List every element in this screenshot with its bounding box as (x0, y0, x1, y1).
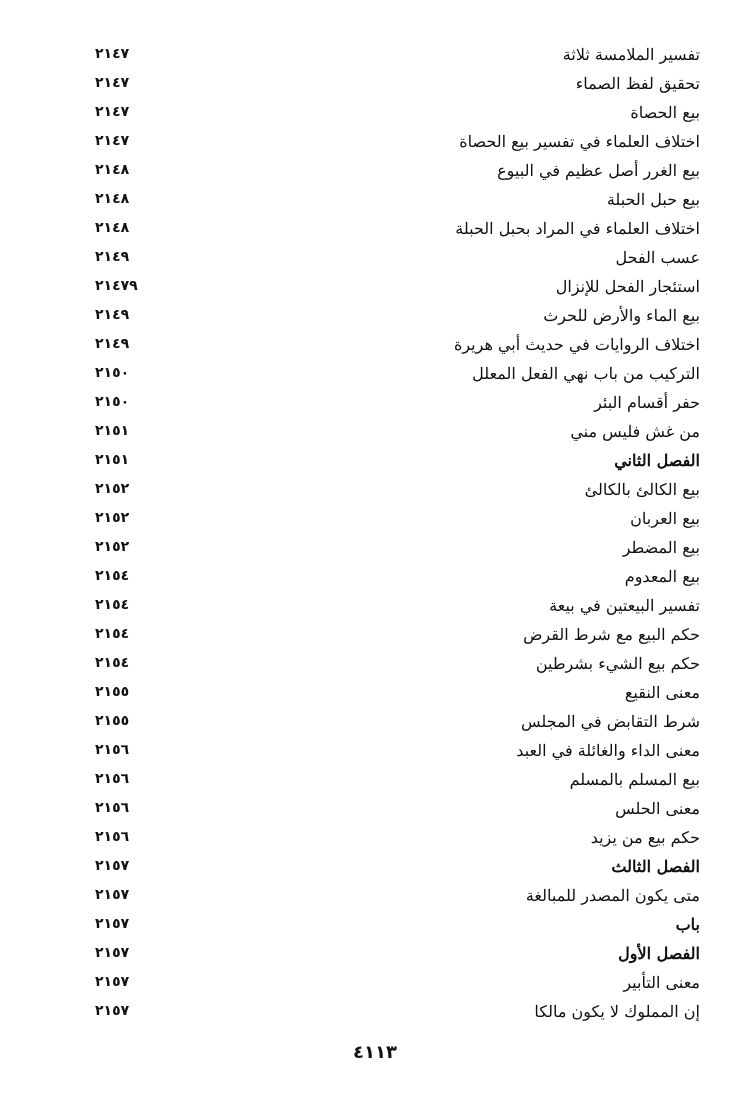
toc-entry-page: ٢١٥٥ (95, 713, 130, 729)
toc-entry (95, 736, 700, 765)
toc-entry (95, 185, 700, 214)
toc-entry (95, 359, 700, 388)
toc-entry (95, 968, 700, 997)
toc-entry (95, 997, 700, 1026)
toc-entry-title: من غش فليس مني (570, 422, 700, 441)
toc-entry (95, 98, 700, 127)
toc-entry-title: عسب الفحل (615, 248, 700, 267)
toc-entry-page: ٢١٥٧ (95, 858, 130, 874)
page-number: ٤١١٣ (353, 1042, 397, 1063)
toc-entry-title: اختلاف الروايات في حديث أبي هريرة (453, 335, 700, 354)
toc-entry (95, 910, 700, 939)
toc-section-heading: الفصل الثالث (611, 857, 700, 876)
toc-entry-title: اختلاف العلماء في المراد بحبل الحبلة (455, 219, 700, 238)
toc-entry (95, 939, 700, 968)
toc-entry-title: بيع العربان (630, 509, 700, 528)
toc-entry-title: حكم بيع من يزيد (590, 828, 700, 847)
toc-entry-page: ٢١٥٤ (95, 655, 130, 671)
toc-entry-title: معنى النقيع (624, 683, 700, 702)
toc-entry-page: ٢١٤٩ (95, 336, 130, 352)
toc-entry-page: ٢١٤٧ (95, 133, 130, 149)
toc-entry-title: تفسير الملامسة ثلاثة (562, 45, 700, 64)
toc-entry (95, 417, 700, 446)
toc-entry-page: ٢١٥٧ (95, 945, 130, 961)
toc-entry-page: ٢١٥٦ (95, 771, 130, 787)
toc-entry-page: ٢١٥٠ (95, 365, 130, 381)
toc-entry-page: ٢١٥٥ (95, 684, 130, 700)
toc-entry (95, 243, 700, 272)
toc-section-heading: باب (675, 915, 700, 934)
toc-entry-page: ٢١٥٧ (95, 1003, 130, 1019)
toc-entry (95, 156, 700, 185)
toc-entry (95, 794, 700, 823)
toc-entry (95, 533, 700, 562)
toc-entry-page: ٢١٥٦ (95, 742, 130, 758)
toc-entry-title: معنى الداء والغائلة في العبد (516, 741, 700, 760)
toc-entry-title: شرط التقابض في المجلس (520, 712, 700, 731)
toc-entry-page: ٢١٤٧ (95, 75, 130, 91)
toc-entry-title: بيع المضطر (622, 538, 700, 557)
toc-entry (95, 823, 700, 852)
toc-entry (95, 40, 700, 69)
toc-entry (95, 504, 700, 533)
toc-entry-page: ٢١٥٢ (95, 510, 130, 526)
toc-section-heading: الفصل الثاني (614, 451, 700, 470)
toc-entry-page: ٢١٥٤ (95, 568, 130, 584)
toc-entry-title: بيع الغرر أصل عظيم في البيوع (497, 161, 700, 180)
toc-entry-page: ٢١٤٨ (95, 220, 130, 236)
toc-entry-title: بيع المعدوم (624, 567, 700, 586)
toc-entry-title: التركيب من باب نهي الفعل المعلل (472, 364, 700, 383)
toc-entry-title: معنى التأبير (623, 973, 700, 992)
toc-entry-title: إن المملوك لا يكون مالكا (534, 1002, 700, 1021)
toc-entry (95, 446, 700, 475)
toc-entry-page: ٢١٥٢ (95, 539, 130, 555)
toc-entry-page: ٢١٥٤ (95, 597, 130, 613)
toc-entry (95, 214, 700, 243)
toc-entry (95, 330, 700, 359)
toc-entry-page: ٢١٤٩ (95, 307, 130, 323)
toc-entry-title: حفر أقسام البئر (594, 393, 700, 412)
toc-entry-title: بيع الكالئ بالكالئ (584, 480, 700, 499)
toc-entry-page: ٢١٥٧ (95, 974, 130, 990)
toc-entry-page: ٢١٥٦ (95, 800, 130, 816)
toc-entry (95, 69, 700, 98)
toc-entry-title: حكم البيع مع شرط القرض (523, 625, 700, 644)
toc-entry-page: ٢١٤٩ (95, 249, 130, 265)
toc-entry (95, 591, 700, 620)
toc-entry-page: ٢١٥١ (95, 452, 130, 468)
toc-entry-title: معنى الحلس (615, 799, 700, 818)
toc-entry (95, 301, 700, 330)
toc-entry-title: متى يكون المصدر للمبالغة (525, 886, 700, 905)
toc-entry-page: ٢١٤٧٩ (95, 278, 138, 294)
toc-entry-title: تفسير البيعتين في بيعة (549, 596, 700, 615)
toc-entry-page: ٢١٤٨ (95, 162, 130, 178)
toc-entry-page: ٢١٤٧ (95, 104, 130, 120)
toc-entry-page: ٢١٥٤ (95, 626, 130, 642)
toc-entry-page: ٢١٤٧ (95, 46, 130, 62)
toc-entry (95, 852, 700, 881)
toc-entry-page: ٢١٥٧ (95, 887, 130, 903)
toc-entry (95, 649, 700, 678)
toc-entry (95, 765, 700, 794)
toc-entry (95, 272, 700, 301)
toc-entry-title: بيع الماء والأرض للحرث (543, 306, 700, 325)
toc-entry-title: بيع المسلم بالمسلم (569, 770, 700, 789)
toc-entry (95, 881, 700, 910)
table-of-contents (95, 40, 700, 1026)
toc-entry (95, 620, 700, 649)
toc-entry-page: ٢١٥٦ (95, 829, 130, 845)
toc-entry-page: ٢١٥٢ (95, 481, 130, 497)
toc-entry-title: بيع الحصاة (630, 103, 700, 122)
toc-entry (95, 388, 700, 417)
toc-entry-page: ٢١٤٨ (95, 191, 130, 207)
toc-entry-page: ٢١٥٠ (95, 394, 130, 410)
toc-entry-title: حكم بيع الشيء بشرطين (535, 654, 700, 673)
toc-entry (95, 475, 700, 504)
toc-section-heading: الفصل الأول (618, 944, 700, 963)
toc-entry-title: تحقيق لفظ الصماء (575, 74, 700, 93)
toc-entry-page: ٢١٥٧ (95, 916, 130, 932)
toc-entry-title: بيع حبل الحبلة (606, 190, 700, 209)
toc-entry-page: ٢١٥١ (95, 423, 130, 439)
toc-entry (95, 127, 700, 156)
toc-entry-title: استئجار الفحل للإنزال (555, 277, 700, 296)
toc-entry (95, 562, 700, 591)
toc-entry (95, 678, 700, 707)
toc-entry-title: اختلاف العلماء في تفسير بيع الحصاة (459, 132, 700, 151)
toc-entry (95, 707, 700, 736)
